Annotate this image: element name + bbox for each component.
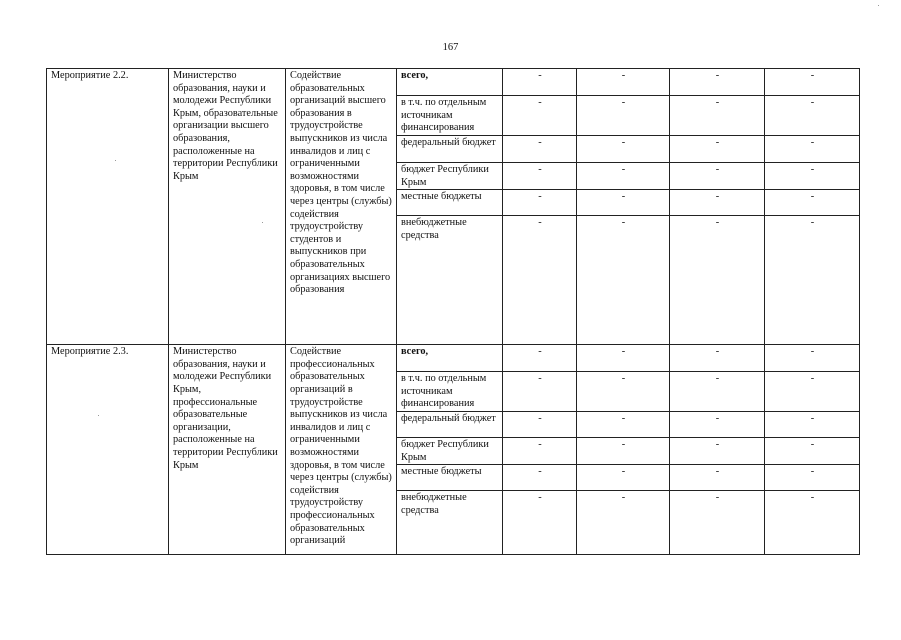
value-cell: - <box>670 190 765 216</box>
value-cell: - <box>670 345 765 372</box>
source-cell: всего, <box>397 69 503 96</box>
activity-cell: Мероприятие 2.3. <box>47 345 169 555</box>
value-cell: - <box>765 136 860 163</box>
value-cell: - <box>503 438 577 465</box>
source-cell: федеральный бюджет <box>397 136 503 163</box>
value-cell: - <box>577 216 670 345</box>
funding-table <box>46 68 860 555</box>
executor-cell: Министерство образования, науки и молодежи Республики Крым, профессиональные образовательные организации, расположенные на территории Республики Крым <box>169 345 286 555</box>
value-cell: - <box>503 372 577 412</box>
value-cell: - <box>577 412 670 438</box>
value-cell: - <box>670 412 765 438</box>
value-cell: - <box>670 491 765 555</box>
value-cell: - <box>503 345 577 372</box>
value-cell: - <box>765 412 860 438</box>
source-cell: в т.ч. по отдельным источникам финансирования <box>397 372 503 412</box>
value-cell: - <box>577 491 670 555</box>
value-cell: - <box>765 163 860 190</box>
value-cell: - <box>765 190 860 216</box>
source-cell: внебюджетные средства <box>397 491 503 555</box>
value-cell: - <box>577 136 670 163</box>
scan-speck <box>262 222 263 223</box>
source-cell: внебюджетные средства <box>397 216 503 345</box>
source-cell: в т.ч. по отдельным источникам финансирования <box>397 96 503 136</box>
value-cell: - <box>670 438 765 465</box>
value-cell: - <box>503 163 577 190</box>
source-cell: федеральный бюджет <box>397 412 503 438</box>
source-cell: местные бюджеты <box>397 465 503 491</box>
value-cell: - <box>670 372 765 412</box>
value-cell: - <box>577 438 670 465</box>
value-cell: - <box>765 465 860 491</box>
value-cell: - <box>577 372 670 412</box>
page-number: 167 <box>442 42 459 53</box>
value-cell: - <box>577 163 670 190</box>
value-cell: - <box>503 136 577 163</box>
value-cell: - <box>765 96 860 136</box>
value-cell: - <box>765 491 860 555</box>
value-cell: - <box>765 69 860 96</box>
value-cell: - <box>503 216 577 345</box>
table-row <box>47 345 860 372</box>
description-cell: Содействие образовательных организаций высшего образования в трудоустройстве выпускников из числа инвалидов и лиц с ограниченными возможностями здоровья, в том числе через центры (службы) содействия трудоустройству студентов и выпускников при образовательных организациях высшего образования <box>286 69 397 345</box>
scan-speck <box>878 5 879 6</box>
value-cell: - <box>765 438 860 465</box>
value-cell: - <box>577 465 670 491</box>
source-cell: местные бюджеты <box>397 190 503 216</box>
description-cell: Содействие профессиональных образовательных организаций в трудоустройстве выпускников из числа инвалидов и лиц с ограниченными возможностями здоровья, в том числе через центры (службы) содействия трудоустройству профессиональных образовательных организаций <box>286 345 397 555</box>
scan-speck <box>115 160 116 161</box>
value-cell: - <box>670 465 765 491</box>
scan-speck <box>98 415 99 416</box>
value-cell: - <box>503 412 577 438</box>
source-cell: бюджет Республики Крым <box>397 163 503 190</box>
value-cell: - <box>503 190 577 216</box>
table-row <box>47 69 860 96</box>
value-cell: - <box>577 345 670 372</box>
value-cell: - <box>577 96 670 136</box>
value-cell: - <box>670 216 765 345</box>
source-cell: всего, <box>397 345 503 372</box>
value-cell: - <box>503 69 577 96</box>
value-cell: - <box>670 96 765 136</box>
source-cell: бюджет Республики Крым <box>397 438 503 465</box>
value-cell: - <box>765 216 860 345</box>
value-cell: - <box>670 163 765 190</box>
value-cell: - <box>670 69 765 96</box>
value-cell: - <box>670 136 765 163</box>
value-cell: - <box>577 190 670 216</box>
activity-cell: Мероприятие 2.2. <box>47 69 169 345</box>
value-cell: - <box>765 372 860 412</box>
value-cell: - <box>577 69 670 96</box>
value-cell: - <box>503 465 577 491</box>
value-cell: - <box>503 96 577 136</box>
executor-cell: Министерство образования, науки и молодежи Республики Крым, образовательные организации высшего образования, расположенные на территории Республики Крым <box>169 69 286 345</box>
value-cell: - <box>765 345 860 372</box>
value-cell: - <box>503 491 577 555</box>
